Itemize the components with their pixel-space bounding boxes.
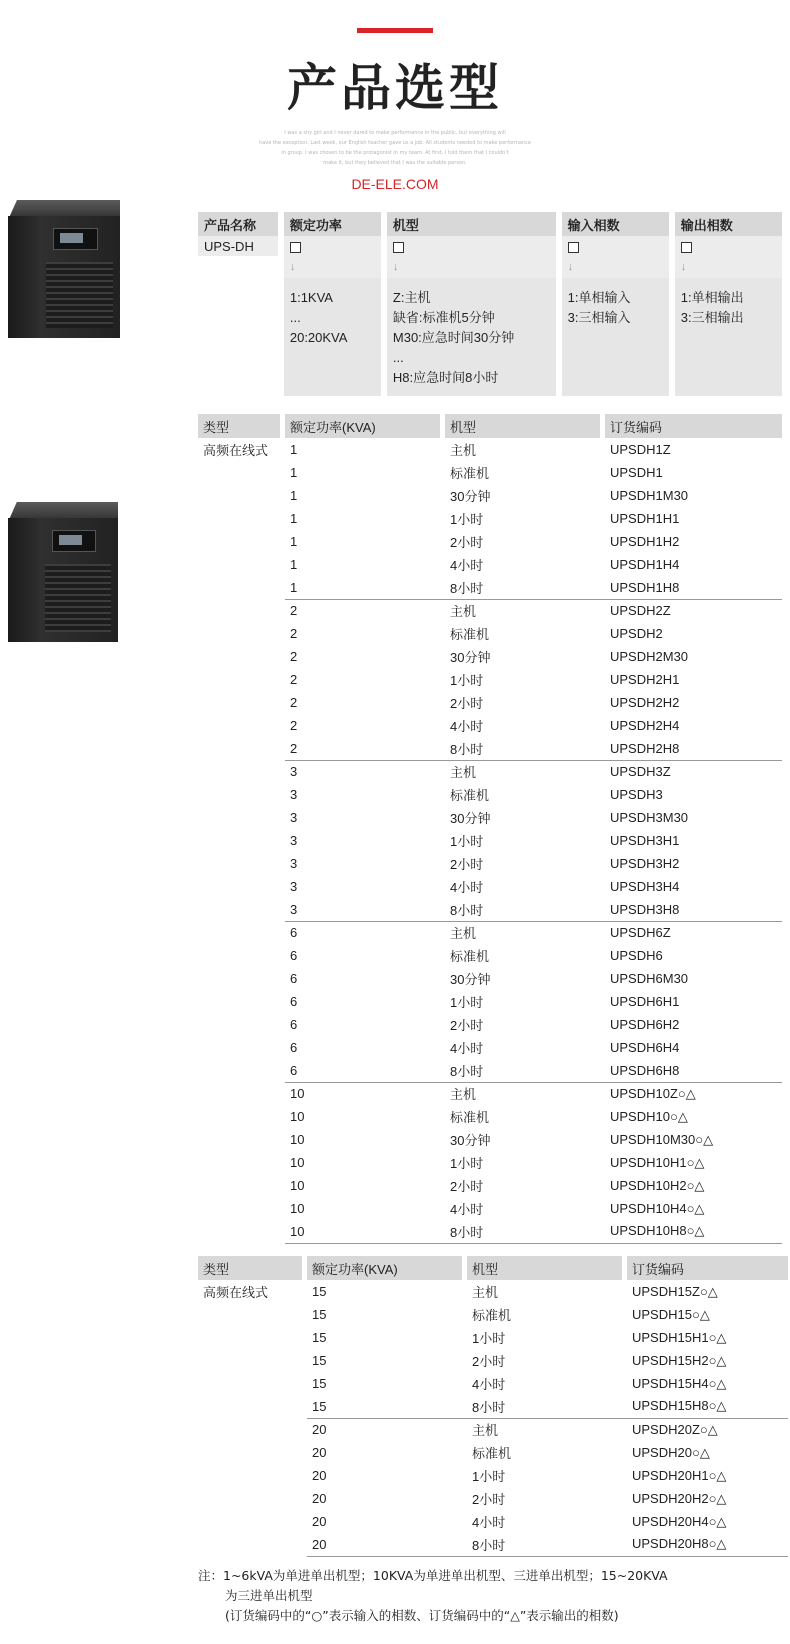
type-cell bbox=[198, 1349, 302, 1372]
selection-table bbox=[198, 212, 782, 396]
type-cell bbox=[198, 737, 280, 760]
checkbox-square-icon bbox=[568, 242, 579, 253]
type-cell: 高频在线式 bbox=[203, 1285, 269, 1300]
input-option: 3:三相输入 bbox=[567, 310, 631, 325]
tiny-text-line: have the exception. Last week, our English teacher gave us a job. All students needed to make performance bbox=[259, 140, 531, 146]
model-cell: 1小时 bbox=[450, 995, 484, 1010]
tiny-text-line: in group. I was chosen to be the protagonist in my team. At first, I told them that I couldn't bbox=[281, 150, 509, 156]
order-code-cell: UPSDH1M30 bbox=[610, 488, 689, 503]
model-cell: 2小时 bbox=[450, 857, 484, 872]
type-cell bbox=[198, 553, 280, 576]
power-cell: 15 bbox=[312, 1353, 327, 1368]
table-row bbox=[198, 1059, 782, 1082]
type-cell bbox=[198, 1418, 302, 1441]
table-row bbox=[198, 1082, 782, 1105]
model-cell: 2小时 bbox=[450, 1179, 484, 1194]
power-cell: 15 bbox=[312, 1284, 327, 1299]
power-cell: 15 bbox=[312, 1307, 327, 1322]
selection-header: 产品名称 bbox=[198, 212, 278, 236]
order-code-cell: UPSDH1H2 bbox=[610, 534, 680, 549]
input-options bbox=[562, 278, 669, 396]
order-code-cell: UPSDH2H1 bbox=[610, 672, 680, 687]
table-row bbox=[198, 1418, 788, 1441]
order-code-cell: UPSDH6H1 bbox=[610, 994, 680, 1009]
type-cell bbox=[198, 829, 280, 852]
power-cell: 20 bbox=[312, 1445, 327, 1460]
table-row bbox=[198, 944, 782, 967]
table-row bbox=[198, 714, 782, 737]
power-option: ... bbox=[289, 310, 301, 325]
power-cell: 10 bbox=[290, 1201, 305, 1216]
type-cell bbox=[198, 1395, 302, 1418]
model-cell: 4小时 bbox=[450, 880, 484, 895]
table-row bbox=[198, 507, 782, 530]
model-cell: 主机 bbox=[450, 443, 477, 458]
power-cell: 1 bbox=[290, 465, 298, 480]
order-code-cell: UPSDH10M30○△ bbox=[610, 1131, 714, 1147]
model-cell: 2小时 bbox=[472, 1354, 506, 1369]
model-cell: 1小时 bbox=[472, 1331, 506, 1346]
type-cell bbox=[198, 1487, 302, 1510]
order-code-cell: UPSDH6H2 bbox=[610, 1017, 680, 1032]
power-cell: 6 bbox=[290, 1040, 298, 1055]
footnote-line: 注：1~6kVA为单进单出机型；10KVA为单进单出机型、三进单出机型；15~20KVA bbox=[198, 1568, 668, 1583]
table-header: 订货编码 bbox=[627, 1256, 788, 1280]
table-row bbox=[198, 898, 782, 921]
table-row bbox=[198, 1326, 788, 1349]
model-options bbox=[387, 278, 556, 396]
power-cell: 3 bbox=[290, 901, 298, 917]
order-code-cell: UPSDH3H1 bbox=[610, 833, 680, 848]
order-code-cell: UPSDH6M30 bbox=[610, 971, 689, 986]
order-code-cell: UPSDH20H8○△ bbox=[627, 1533, 788, 1556]
table-row bbox=[198, 1220, 782, 1243]
type-cell bbox=[198, 1036, 280, 1059]
table-row bbox=[198, 875, 782, 898]
type-cell bbox=[198, 530, 280, 553]
order-code-cell: UPSDH2H8 bbox=[610, 740, 680, 756]
type-cell bbox=[198, 461, 280, 484]
power-cell: 10 bbox=[290, 1178, 305, 1193]
power-cell: 10 bbox=[290, 1109, 305, 1124]
model-cell: 标准机 bbox=[450, 466, 490, 481]
ups-device-image bbox=[8, 502, 118, 642]
model-cell: 30分钟 bbox=[450, 489, 491, 504]
model-cell: 30分钟 bbox=[450, 972, 491, 987]
table-header: 机型 bbox=[467, 1256, 622, 1280]
power-cell: 6 bbox=[290, 994, 298, 1009]
order-code-cell: UPSDH1H4 bbox=[610, 557, 680, 572]
power-cell: 10 bbox=[290, 1155, 305, 1170]
model-cell: 1小时 bbox=[450, 673, 484, 688]
type-cell bbox=[198, 576, 280, 599]
product-table-1 bbox=[198, 414, 782, 1244]
type-cell bbox=[198, 691, 280, 714]
order-code-cell: UPSDH6Z bbox=[605, 921, 782, 944]
table-row bbox=[198, 668, 782, 691]
table-header: 订货编码 bbox=[605, 414, 782, 438]
table-row bbox=[198, 622, 782, 645]
table-row bbox=[198, 852, 782, 875]
order-code-cell: UPSDH15○△ bbox=[632, 1306, 710, 1322]
website-label: DE-ELE.COM bbox=[351, 176, 439, 192]
power-cell: 1 bbox=[290, 488, 298, 503]
type-cell bbox=[198, 967, 280, 990]
type-cell bbox=[198, 1220, 280, 1243]
order-code-cell: UPSDH3H2 bbox=[610, 856, 680, 871]
power-cell: 2 bbox=[290, 649, 298, 664]
model-cell: 8小时 bbox=[450, 1063, 484, 1079]
power-cell: 2 bbox=[290, 740, 298, 756]
checkbox-square-icon bbox=[393, 242, 404, 253]
table-row bbox=[198, 1105, 782, 1128]
model-cell: 标准机 bbox=[450, 1110, 490, 1125]
model-option: ... bbox=[392, 350, 404, 365]
table-row bbox=[198, 1303, 788, 1326]
model-cell: 4小时 bbox=[450, 1041, 484, 1056]
type-cell bbox=[198, 1105, 280, 1128]
tiny-text-line: make it, but they believed that I was the suitable person. bbox=[323, 160, 467, 166]
type-cell bbox=[198, 1128, 280, 1151]
model-cell: 主机 bbox=[445, 1082, 600, 1105]
power-cell: 2 bbox=[290, 718, 298, 733]
title-accent-bar bbox=[357, 28, 433, 33]
type-cell bbox=[198, 1059, 280, 1082]
order-code-cell: UPSDH20H4○△ bbox=[632, 1513, 727, 1529]
power-cell: 15 bbox=[312, 1398, 327, 1414]
table-row bbox=[198, 1487, 788, 1510]
table-row bbox=[198, 760, 782, 783]
model-cell: 8小时 bbox=[450, 902, 484, 918]
model-cell: 4小时 bbox=[450, 1202, 484, 1217]
table-row bbox=[198, 783, 782, 806]
arrow-down-icon: ↓ bbox=[680, 261, 687, 273]
power-cell: 1 bbox=[290, 534, 298, 549]
type-cell bbox=[198, 1174, 280, 1197]
model-cell: 1小时 bbox=[472, 1469, 506, 1484]
power-cell: 3 bbox=[290, 879, 298, 894]
power-cell: 2 bbox=[285, 599, 440, 622]
model-option: M30:应急时间30分钟 bbox=[392, 330, 515, 345]
type-cell bbox=[198, 1372, 302, 1395]
arrow-down-icon: ↓ bbox=[567, 261, 574, 273]
table-row bbox=[198, 1372, 788, 1395]
type-cell bbox=[198, 599, 280, 622]
selection-header: 输入相数 bbox=[562, 212, 669, 236]
model-cell: 标准机 bbox=[472, 1308, 512, 1323]
model-cell: 标准机 bbox=[450, 949, 490, 964]
order-code-cell: UPSDH10H2○△ bbox=[610, 1177, 705, 1193]
type-cell bbox=[198, 1151, 280, 1174]
table-row bbox=[198, 645, 782, 668]
order-code-cell: UPSDH1 bbox=[610, 465, 663, 480]
model-cell: 1小时 bbox=[450, 1156, 484, 1171]
model-cell: 主机 bbox=[445, 921, 600, 944]
order-code-cell: UPSDH3H8 bbox=[610, 901, 680, 917]
product-table-2 bbox=[198, 1256, 788, 1557]
type-cell bbox=[198, 1533, 302, 1556]
order-code-cell: UPSDH1Z bbox=[610, 442, 671, 457]
table-header: 额定功率(KVA) bbox=[285, 414, 440, 438]
table-row bbox=[198, 553, 782, 576]
power-cell: 20 bbox=[307, 1533, 462, 1556]
arrow-down-icon: ↓ bbox=[289, 261, 296, 273]
model-cell: 4小时 bbox=[472, 1515, 506, 1530]
order-code-cell: UPSDH15H4○△ bbox=[632, 1375, 727, 1391]
type-cell bbox=[198, 1013, 280, 1036]
model-cell: 4小时 bbox=[472, 1377, 506, 1392]
order-code-cell: UPSDH10H4○△ bbox=[610, 1200, 705, 1216]
model-option: 缺省:标准机5分钟 bbox=[392, 310, 495, 325]
page-title: 产品选型 bbox=[287, 59, 503, 117]
arrow-down-icon: ↓ bbox=[392, 261, 399, 273]
checkbox-square-icon bbox=[681, 242, 692, 253]
order-code-cell: UPSDH6 bbox=[610, 948, 663, 963]
order-code-cell: UPSDH2Z bbox=[605, 599, 782, 622]
table-row bbox=[198, 829, 782, 852]
order-code-cell: UPSDH2H2 bbox=[610, 695, 680, 710]
power-cell: 15 bbox=[312, 1376, 327, 1391]
power-cell: 10 bbox=[285, 1082, 440, 1105]
power-cell: 1 bbox=[290, 557, 298, 572]
selection-header: 额定功率 bbox=[284, 212, 381, 236]
model-cell: 30分钟 bbox=[450, 1133, 491, 1148]
power-cell: 2 bbox=[290, 672, 298, 687]
type-cell bbox=[198, 1510, 302, 1533]
power-options bbox=[284, 278, 381, 396]
model-cell: 2小时 bbox=[450, 696, 484, 711]
type-cell bbox=[198, 921, 280, 944]
type-cell bbox=[198, 484, 280, 507]
output-option: 1:单相输出 bbox=[680, 290, 744, 305]
power-cell: 1 bbox=[290, 511, 298, 526]
footnote bbox=[198, 1566, 788, 1626]
order-code-cell: UPSDH6H8 bbox=[610, 1062, 680, 1078]
model-cell: 标准机 bbox=[450, 788, 490, 803]
power-cell: 3 bbox=[285, 760, 440, 783]
order-code-cell: UPSDH20H1○△ bbox=[632, 1467, 727, 1483]
model-cell: 30分钟 bbox=[450, 650, 491, 665]
model-option: Z:主机 bbox=[392, 290, 431, 305]
order-code-cell: UPSDH20Z○△ bbox=[627, 1418, 788, 1441]
table-header: 机型 bbox=[445, 414, 600, 438]
table-header: 类型 bbox=[198, 414, 280, 438]
type-cell bbox=[198, 806, 280, 829]
order-code-cell: UPSDH1H8 bbox=[610, 579, 680, 595]
type-cell bbox=[198, 944, 280, 967]
power-cell: 1 bbox=[290, 442, 298, 457]
power-cell: 20 bbox=[312, 1468, 327, 1483]
model-cell: 1小时 bbox=[450, 512, 484, 527]
selection-header: 输出相数 bbox=[675, 212, 782, 236]
model-cell: 标准机 bbox=[472, 1446, 512, 1461]
type-cell bbox=[198, 1082, 280, 1105]
table-row bbox=[198, 1128, 782, 1151]
table-row bbox=[198, 1151, 782, 1174]
type-cell bbox=[198, 668, 280, 691]
power-cell: 2 bbox=[290, 695, 298, 710]
table-row bbox=[198, 438, 782, 461]
order-code-cell: UPSDH2H4 bbox=[610, 718, 680, 733]
input-option: 1:单相输入 bbox=[567, 290, 631, 305]
table-row bbox=[198, 1197, 782, 1220]
power-cell: 2 bbox=[290, 626, 298, 641]
footnote-line: (订货编码中的“○”表示输入的相数、订货编码中的“△”表示输出的相数) bbox=[225, 1608, 619, 1623]
model-cell: 30分钟 bbox=[450, 811, 491, 826]
order-code-cell: UPSDH3Z bbox=[605, 760, 782, 783]
table-header: 类型 bbox=[198, 1256, 302, 1280]
type-cell bbox=[198, 1197, 280, 1220]
type-cell bbox=[198, 507, 280, 530]
power-cell: 6 bbox=[285, 921, 440, 944]
order-code-cell: UPSDH10H1○△ bbox=[610, 1154, 705, 1170]
table-row bbox=[198, 967, 782, 990]
type-cell bbox=[198, 875, 280, 898]
ups-device-image bbox=[8, 200, 120, 338]
tiny-decorative-text bbox=[200, 128, 590, 168]
table-row bbox=[198, 990, 782, 1013]
table-row bbox=[198, 1395, 788, 1418]
table-row bbox=[198, 599, 782, 622]
power-cell: 6 bbox=[290, 948, 298, 963]
type-cell: 高频在线式 bbox=[203, 443, 269, 458]
type-cell bbox=[198, 1303, 302, 1326]
output-option: 3:三相输出 bbox=[680, 310, 744, 325]
model-cell: 8小时 bbox=[450, 741, 484, 757]
order-code-cell: UPSDH10H8○△ bbox=[605, 1220, 782, 1243]
type-cell bbox=[198, 990, 280, 1013]
model-cell: 主机 bbox=[445, 599, 600, 622]
model-cell: 主机 bbox=[467, 1418, 622, 1441]
table-row bbox=[198, 1441, 788, 1464]
power-cell: 3 bbox=[290, 833, 298, 848]
table-row bbox=[198, 691, 782, 714]
type-cell bbox=[198, 1441, 302, 1464]
table-header: 额定功率(KVA) bbox=[307, 1256, 462, 1280]
model-cell: 8小时 bbox=[450, 580, 484, 596]
power-cell: 10 bbox=[290, 1132, 305, 1147]
power-cell: 6 bbox=[290, 1062, 298, 1078]
table-row bbox=[198, 1174, 782, 1197]
checkbox-square-icon bbox=[290, 242, 301, 253]
power-cell: 15 bbox=[312, 1330, 327, 1345]
power-cell: 20 bbox=[312, 1514, 327, 1529]
model-option: H8:应急时间8小时 bbox=[392, 370, 499, 385]
model-cell: 4小时 bbox=[450, 719, 484, 734]
model-cell: 4小时 bbox=[450, 558, 484, 573]
power-cell: 20 bbox=[312, 1491, 327, 1506]
table-row bbox=[198, 530, 782, 553]
power-cell: 1 bbox=[290, 579, 298, 595]
table-row bbox=[198, 461, 782, 484]
power-option: 1:1KVA bbox=[289, 290, 333, 305]
model-cell: 1小时 bbox=[450, 834, 484, 849]
order-code-cell: UPSDH15H1○△ bbox=[632, 1329, 727, 1345]
order-code-cell: UPSDH1H1 bbox=[610, 511, 680, 526]
order-code-cell: UPSDH15Z○△ bbox=[632, 1283, 718, 1299]
power-cell: 10 bbox=[285, 1220, 440, 1243]
type-cell bbox=[198, 714, 280, 737]
order-code-cell: UPSDH2 bbox=[610, 626, 663, 641]
model-cell: 标准机 bbox=[450, 627, 490, 642]
model-cell: 2小时 bbox=[450, 535, 484, 550]
power-cell: 20 bbox=[307, 1418, 462, 1441]
type-cell bbox=[198, 760, 280, 783]
order-code-cell: UPSDH10○△ bbox=[610, 1108, 688, 1124]
model-cell: 2小时 bbox=[450, 1018, 484, 1033]
type-cell bbox=[198, 622, 280, 645]
order-code-cell: UPSDH2M30 bbox=[610, 649, 689, 664]
table-row bbox=[198, 1280, 788, 1303]
power-cell: 6 bbox=[290, 971, 298, 986]
order-code-cell: UPSDH20H2○△ bbox=[632, 1490, 727, 1506]
table-row bbox=[198, 921, 782, 944]
type-cell bbox=[198, 1326, 302, 1349]
power-cell: 6 bbox=[290, 1017, 298, 1032]
power-option: 20:20KVA bbox=[289, 330, 348, 345]
power-cell: 3 bbox=[290, 856, 298, 871]
table-row bbox=[198, 1533, 788, 1556]
table-row bbox=[198, 1510, 788, 1533]
tiny-text-line: I was a shy girl and I never dared to make performance in the public, but everything will bbox=[284, 130, 506, 136]
table-row bbox=[198, 576, 782, 599]
order-code-cell: UPSDH6H4 bbox=[610, 1040, 680, 1055]
table-row bbox=[198, 484, 782, 507]
order-code-cell: UPSDH3H4 bbox=[610, 879, 680, 894]
power-cell: 3 bbox=[290, 787, 298, 802]
product-name-value: UPS-DH bbox=[198, 236, 278, 256]
power-cell: 3 bbox=[290, 810, 298, 825]
type-cell bbox=[198, 898, 280, 921]
model-cell: 主机 bbox=[472, 1285, 499, 1300]
table-row bbox=[198, 1349, 788, 1372]
table-row bbox=[198, 1013, 782, 1036]
table-row bbox=[198, 1464, 788, 1487]
table-row bbox=[198, 806, 782, 829]
model-cell: 8小时 bbox=[467, 1533, 622, 1556]
type-cell bbox=[198, 645, 280, 668]
type-cell bbox=[198, 1464, 302, 1487]
table-row bbox=[198, 737, 782, 760]
table-row bbox=[198, 1036, 782, 1059]
selection-header: 机型 bbox=[387, 212, 556, 236]
model-cell: 主机 bbox=[445, 760, 600, 783]
model-cell: 8小时 bbox=[445, 1220, 600, 1243]
type-cell bbox=[198, 783, 280, 806]
order-code-cell: UPSDH15H8○△ bbox=[632, 1398, 727, 1414]
type-cell bbox=[198, 852, 280, 875]
order-code-cell: UPSDH10Z○△ bbox=[605, 1082, 782, 1105]
order-code-cell: UPSDH3M30 bbox=[610, 810, 689, 825]
model-cell: 8小时 bbox=[472, 1399, 506, 1415]
output-options bbox=[675, 278, 782, 396]
order-code-cell: UPSDH3 bbox=[610, 787, 663, 802]
footnote-line: 为三进单出机型 bbox=[225, 1588, 313, 1603]
order-code-cell: UPSDH20○△ bbox=[632, 1444, 710, 1460]
model-cell: 2小时 bbox=[472, 1492, 506, 1507]
order-code-cell: UPSDH15H2○△ bbox=[632, 1352, 727, 1368]
